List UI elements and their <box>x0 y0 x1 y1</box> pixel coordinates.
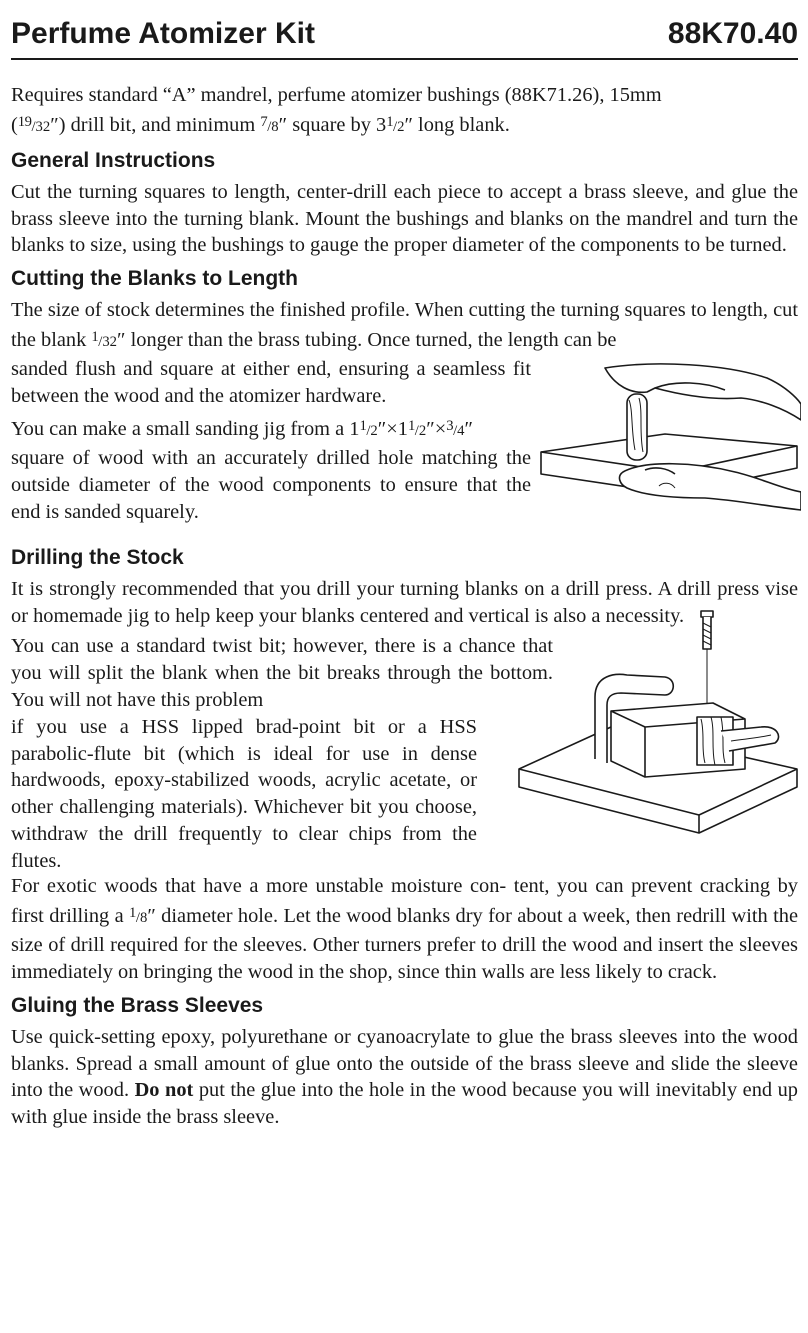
cutting-paragraph-1-rest: sanded flush and square at either end, ensuring a seamless fit between the wood and the atomizer hardware. <box>11 357 531 407</box>
do-not-emphasis: Do not <box>134 1079 194 1102</box>
cutting-float-block <box>11 356 798 540</box>
drilling-paragraph-2b: if you use a HSS lipped brad-point bit or a HSS parabolic-flute bit (which is ideal for use in dense hardwoods, epoxy-stabilized woods, acrylic acetate, or other challenging materials). Whichever bit you choose, withdraw the drill frequently to clear chips from the flutes. <box>11 715 477 872</box>
title-bar <box>11 14 798 60</box>
drill-press-jig-illustration <box>515 609 799 841</box>
heading-cutting-blanks: Cutting the Blanks to Length <box>11 267 298 291</box>
heading-general-instructions: General Instructions <box>11 148 216 172</box>
gluing-paragraph: Use quick-setting epoxy, polyurethane or cyanoacrylate to glue the brass sleeves into the wood blanks. Spread a small amount of glue onto the outside of the brass sleeve and slide the sleeve into the wood. Do not put the glue into the hole in the wood because you will inevitably end up with glue inside the brass sleeve. <box>11 1025 798 1129</box>
document-page <box>11 14 798 1131</box>
drilling-float-block <box>11 633 798 873</box>
intro-paragraph <box>11 82 798 141</box>
intro-line-2: ($^{19}$/32″) drill bit, and minimum $^7$/8″ square by $3^1/2''$ long blank. <box>11 113 510 136</box>
cutting-paragraph-1-top: The size of stock determines the finished profile. When cutting the turning squares to length, cut the blank $^1$/32″ longer than the brass tubing. Once turned, the length can be <box>11 299 798 352</box>
heading-drilling-stock: Drilling the Stock <box>11 545 184 569</box>
drilling-paragraph-2a: You can use a standard twist bit; however, there is a chance that you will split the blank when the bit breaks through the bottom. You will not have this problem <box>11 635 553 712</box>
drilling-paragraph-3: For exotic woods that have a more unstable moisture con- tent, you can prevent cracking by first drilling a $^1$/8″ diameter hole. Let the wood blanks dry for about a week, then redrill with the size of drill required for the sleeves. Other turners prefer to drill the wood and insert the sleeves immediately on bringing the wood in the shop, since thin walls are less likely to crack. <box>11 875 798 983</box>
sanding-jig-text: square of wood with an accurately drilled hole matching the outside diameter of the wood components to ensure that the end is sanded squarely. <box>11 447 531 523</box>
drilling-paragraph-1: It is strongly recommended that you drill your turning blanks on a drill press. A drill press vise or homemade jig to help keep your blanks centered and vertical is also a necessity. <box>11 577 798 627</box>
general-instructions-text: Cut the turning squares to length, center-drill each piece to accept a brass sleeve, and glue the brass sleeve into the turning blank. Mount the bushings and blanks on the mandrel and turn the blanks to size, using the bushings to gauge the proper diameter of the components to be turned. <box>11 180 798 257</box>
sanding-jig-illustration <box>535 360 801 516</box>
page-title: Perfume Atomizer Kit <box>11 17 315 50</box>
product-code: 88K70.40 <box>667 17 798 50</box>
intro-line-1: Requires standard “A” mandrel, perfume atomizer bushings (88K71.26), 15mm <box>11 84 662 106</box>
heading-gluing-sleeves: Gluing the Brass Sleeves <box>11 993 264 1017</box>
sanding-jig-line: You can make a small sanding jig from a $1^1/2''\times 1^1/2''\times^3/4''$ <box>11 418 473 441</box>
